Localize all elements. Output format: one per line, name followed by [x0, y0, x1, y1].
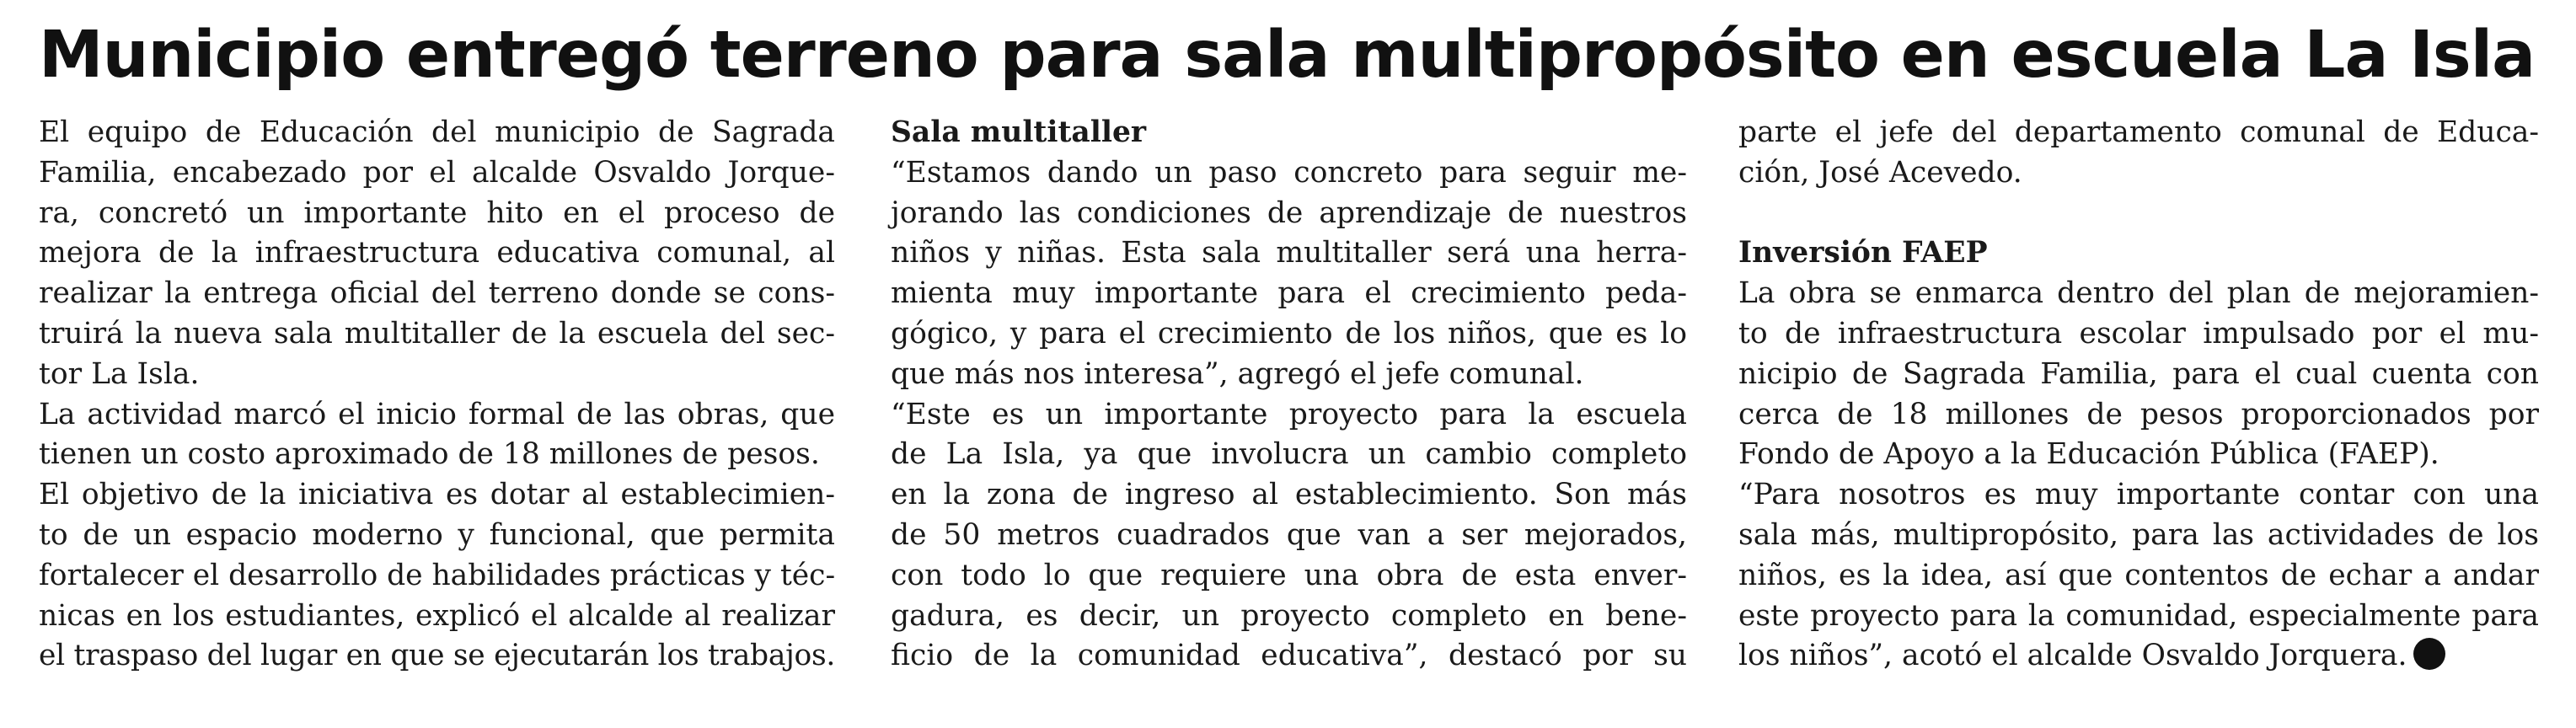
body-text-line	[891, 636, 1687, 677]
line-text: Familia, encabezado por el alcalde Osvaldo Jorque-	[39, 155, 835, 190]
line-text: La obra se enmarca dentro del plan de mejoramien-	[1738, 276, 2539, 311]
line-text: Sala multitaller	[891, 115, 1147, 149]
article-column-1	[39, 113, 835, 677]
body-text-line	[39, 233, 835, 274]
line-text: Fondo de Apoyo a la Educación Pública (FAEP).	[1738, 437, 2439, 472]
line-text: de La Isla, ya que involucra un cambio completo	[891, 437, 1687, 472]
line-text: realizar la entrega oficial del terreno donde se cons-	[39, 276, 835, 311]
line-text: parte el jefe del departamento comunal de Educa-	[1738, 115, 2539, 149]
line-text: que más nos interesa”, agregó el jefe comunal.	[891, 356, 1584, 391]
line-text: gógico, y para el crecimiento de los niños, que es lo	[891, 316, 1687, 351]
body-text-line	[1738, 475, 2539, 516]
end-of-article-dot-icon	[2413, 638, 2445, 670]
body-text-line	[39, 113, 835, 153]
body-text-line	[891, 395, 1687, 436]
body-text-line	[1738, 274, 2539, 314]
body-text-line	[1738, 435, 2539, 475]
line-text: nicas en los estudiantes, explicó el alcalde al realizar	[39, 598, 835, 633]
line-text: El objetivo de la iniciativa es dotar al establecimien-	[39, 478, 835, 512]
body-text-line	[39, 194, 835, 234]
body-text-line	[891, 516, 1687, 556]
line-text: El equipo de Educación del municipio de Sagrada	[39, 115, 835, 149]
body-text-line	[39, 597, 835, 637]
body-text-line	[891, 274, 1687, 314]
body-text-line	[891, 233, 1687, 274]
section-subheading	[891, 113, 1687, 153]
body-text-line	[39, 355, 835, 395]
line-text: este proyecto para la comunidad, especialmente para	[1738, 598, 2539, 633]
body-text-line	[1738, 113, 2539, 153]
line-text: Inversión FAEP	[1738, 236, 1988, 270]
body-text-line	[39, 153, 835, 194]
body-text-line	[891, 597, 1687, 637]
line-text: mienta muy importante para el crecimiento peda-	[891, 276, 1687, 311]
paragraph-spacer	[1738, 194, 2539, 234]
line-text: en la zona de ingreso al establecimiento. Son más	[891, 478, 1687, 512]
line-text: mejora de la infraestructura educativa comunal, al	[39, 236, 835, 270]
line-text: to de un espacio moderno y funcional, que permita	[39, 517, 835, 552]
line-text: “Para nosotros es muy importante contar con una	[1738, 478, 2539, 512]
body-text-line	[39, 636, 835, 677]
body-text-line	[1738, 153, 2539, 194]
line-text: tor La Isla.	[39, 356, 200, 391]
body-text-line	[891, 153, 1687, 194]
body-text-line	[891, 556, 1687, 597]
line-text: cerca de 18 millones de pesos proporcionados por	[1738, 397, 2539, 431]
line-text: to de infraestructura escolar impulsado por el mu-	[1738, 316, 2539, 351]
article-column-3	[1738, 113, 2539, 677]
article-headline: Municipio entregó terreno para sala multipropósito en escuela La Isla	[39, 18, 2536, 93]
body-text-line	[891, 475, 1687, 516]
body-text-line	[39, 475, 835, 516]
line-text: los niños”, acotó el alcalde Osvaldo Jorquera.	[1738, 639, 2407, 673]
body-text-line	[39, 274, 835, 314]
body-text-line	[891, 355, 1687, 395]
line-text: tienen un costo aproximado de 18 millones de pesos.	[39, 437, 820, 472]
body-text-line	[39, 556, 835, 597]
body-text-line	[1738, 314, 2539, 355]
line-text: nicipio de Sagrada Familia, para el cual cuenta con	[1738, 356, 2539, 391]
line-text: fortalecer el desarrollo de habilidades prácticas y téc-	[39, 558, 836, 592]
line-text: ción, José Acevedo.	[1738, 155, 2022, 190]
line-text: ra, concretó un importante hito en el proceso de	[39, 195, 835, 230]
line-text: jorando las condiciones de aprendizaje de nuestros	[891, 195, 1687, 230]
body-text-line	[1738, 355, 2539, 395]
section-subheading	[1738, 233, 2539, 274]
line-text: gadura, es decir, un proyecto completo en bene-	[891, 598, 1687, 633]
body-text-line	[1738, 516, 2539, 556]
line-text: de 50 metros cuadrados que van a ser mejorados,	[891, 517, 1687, 552]
line-text: niños, es la idea, así que contentos de echar a andar	[1738, 558, 2539, 592]
line-text: La actividad marcó el inicio formal de las obras, que	[39, 397, 835, 431]
body-text-line	[891, 314, 1687, 355]
body-text-line	[891, 194, 1687, 234]
line-text: con todo lo que requiere una obra de esta enver-	[891, 558, 1687, 592]
body-text-line	[891, 435, 1687, 475]
body-text-line	[39, 314, 835, 355]
line-text: sala más, multipropósito, para las actividades de los	[1738, 517, 2539, 552]
line-text: “Estamos dando un paso concreto para seguir me-	[891, 155, 1687, 190]
line-text: niños y niñas. Esta sala multitaller será una herra-	[891, 236, 1687, 270]
body-text-line	[39, 516, 835, 556]
body-text-line	[1738, 556, 2539, 597]
body-text-line	[39, 435, 835, 475]
line-text: “Este es un importante proyecto para la escuela	[891, 397, 1687, 431]
line-text: truirá la nueva sala multitaller de la escuela del sec-	[39, 316, 835, 351]
body-text-line	[1738, 395, 2539, 436]
body-text-line	[1738, 597, 2539, 637]
line-text: ficio de la comunidad educativa”, destacó por su	[891, 639, 1687, 673]
body-text-line	[39, 395, 835, 436]
article-column-2	[891, 113, 1687, 677]
body-text-line	[1738, 636, 2539, 677]
line-text: el traspaso del lugar en que se ejecutarán los trabajos.	[39, 639, 836, 673]
